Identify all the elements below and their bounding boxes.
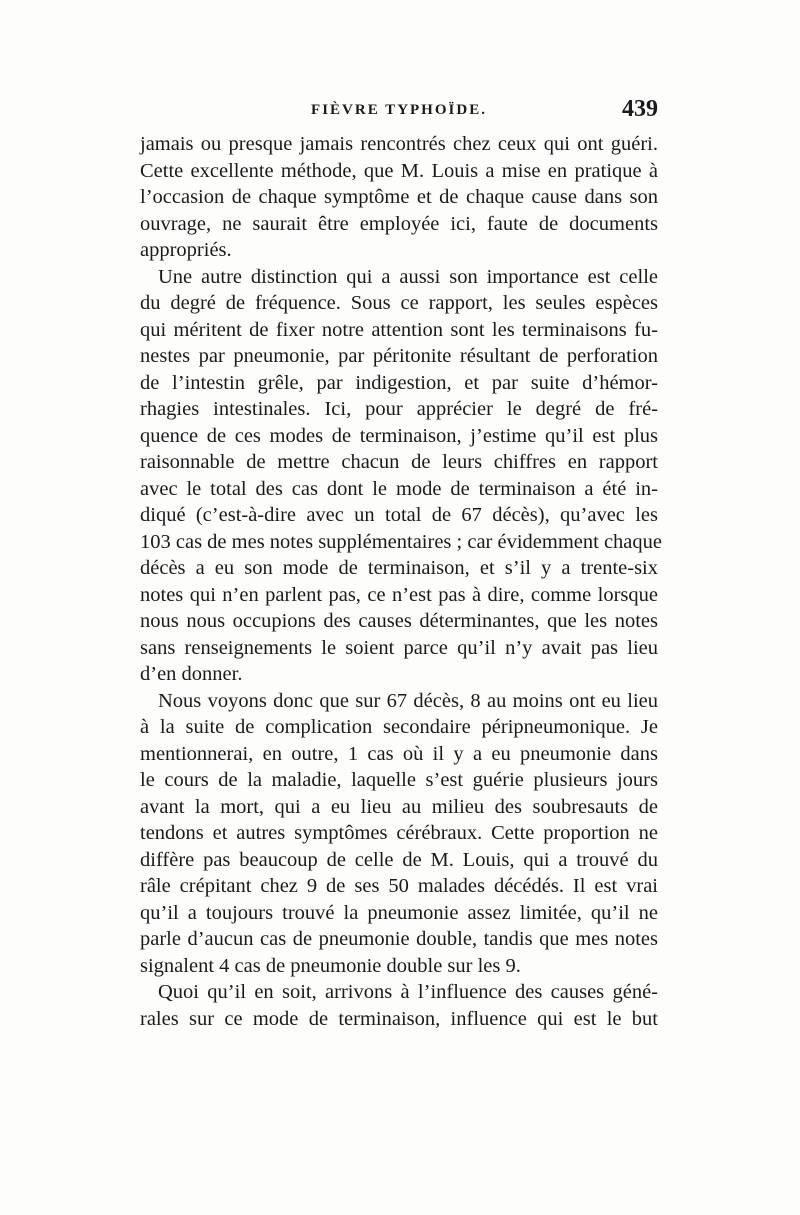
text-line: parle d’aucun cas de pneumonie double, tandis que mes notes [140,928,658,950]
running-head [140,96,658,126]
body-text [140,131,662,1032]
text-line: diffère pas beaucoup de celle de M. Louis, qui a trouvé du [140,848,658,871]
text-line: mentionnerai, en outre, 1 cas où il y a eu pneumonie dans [140,742,658,765]
paragraph-start-line: Une autre distinction qui a aussi son importance est celle [158,265,658,288]
text-line: tendons et autres symptômes cérébraux. Cette proportion ne [140,822,658,844]
text-line: 103 cas de mes notes supplémentaires ; car évidemment chaque [140,530,662,553]
text-line: Cette excellente méthode, que M. Louis a mise en pratique à [140,159,658,182]
text-line: le cours de la maladie, laquelle s’est guérie plusieurs jours [140,769,658,791]
text-line: ouvrage, ne saurait être employée ici, faute de documents [140,212,658,235]
text-line: avant la mort, qui a eu lieu au milieu des soubresauts de [140,795,658,818]
text-line: l’occasion de chaque symptôme et de chaque cause dans son [140,186,658,208]
text-line: nous nous occupions des causes déterminantes, que les notes [140,610,658,632]
text-line: qu’il a toujours trouvé la pneumonie assez limitée, qu’il ne [140,901,658,924]
paragraph-start-line: Quoi qu’il en soit, arrivons à l’influence des causes géné- [158,981,658,1003]
text-line: raisonnable de mettre chacun de leurs chiffres en rapport [140,451,658,473]
paragraph-start-line: Nous voyons donc que sur 67 décès, 8 au moins ont eu lieu [158,689,658,712]
text-line: nestes par pneumonie, par péritonite résultant de perforation [140,345,658,367]
text-line: avec le total des cas dont le mode de terminaison a été in- [140,477,658,500]
text-line: rales sur ce mode de terminaison, influence qui est le but [140,1007,658,1030]
text-line: diqué (c’est-à-dire avec un total de 67 décès), qu’avec les [140,504,658,526]
text-line: du degré de fréquence. Sous ce rapport, les seules espèces [140,292,658,314]
text-line: qui méritent de fixer notre attention sont les terminaisons fu- [140,318,658,341]
text-line: de l’intestin grêle, par indigestion, et par suite d’hémor- [140,371,658,394]
text-line: quence de ces modes de terminaison, j’estime qu’il est plus [140,424,658,447]
running-title: FIÈVRE TYPHOÏDE. [311,102,487,118]
text-line: appropriés. [140,239,232,261]
text-line: rhagies intestinales. Ici, pour apprécier le degré de fré- [140,398,658,420]
text-line: d’en donner. [140,663,243,685]
text-line: sans renseignements le soient parce qu’il n’y avait pas lieu [140,636,658,659]
text-line: jamais ou presque jamais rencontrés chez ceux qui ont guéri. [140,133,658,155]
text-line: à la suite de complication secondaire péripneumonique. Je [140,716,658,738]
page-number: 439 [622,96,658,122]
text-line: râle crépitant chez 9 de ses 50 malades décédés. Il est vrai [140,875,658,897]
text-line: notes qui n’en parlent pas, ce n’est pas à dire, comme lorsque [140,583,658,606]
text-line: décès a eu son mode de terminaison, et s’il y a trente-six [140,557,658,579]
text-line: signalent 4 cas de pneumonie double sur les 9. [140,954,521,977]
